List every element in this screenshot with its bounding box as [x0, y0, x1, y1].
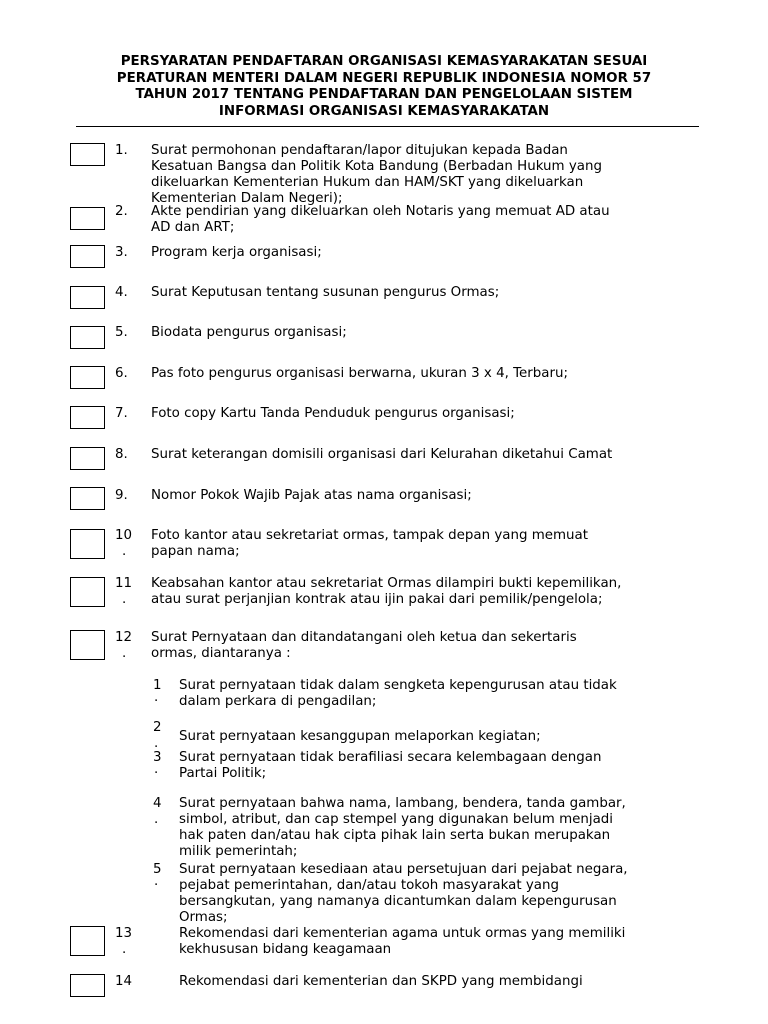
item-text-line: Pas foto pengurus organisasi berwarna, ukuran 3 x 4, Terbaru; — [151, 366, 568, 381]
subitem-text-line: pejabat pemerintahan, dan/atau tokoh masyarakat yang — [179, 878, 559, 893]
subitem-text-line: Ormas; — [179, 910, 228, 925]
subitem-number-dot: . — [154, 736, 159, 751]
item-text-line: Foto copy Kartu Tanda Penduduk pengurus organisasi; — [151, 406, 515, 421]
item-number — [115, 245, 141, 261]
subitem-text — [179, 678, 719, 710]
item-number — [115, 285, 141, 301]
subitem-text-line: simbol, atribut, dan cap stempel yang digunakan belum menjadi — [179, 812, 613, 827]
subitem-number-dot: · — [154, 766, 159, 781]
item-text — [151, 204, 711, 236]
item-text-line: AD dan ART; — [151, 220, 235, 235]
subitem-text — [179, 750, 719, 782]
item-number — [115, 325, 141, 341]
subitem-number — [153, 720, 169, 752]
item-text — [151, 406, 711, 422]
item-text — [151, 143, 711, 207]
checkbox[interactable] — [70, 447, 105, 470]
item-number — [115, 926, 141, 958]
item-number — [115, 630, 141, 662]
checkbox[interactable] — [70, 406, 105, 429]
item-number-value: 4. — [115, 285, 128, 300]
checkbox[interactable] — [70, 366, 105, 389]
item-number — [115, 143, 141, 159]
checkbox[interactable] — [70, 926, 105, 956]
item-number-value: 12 — [115, 630, 133, 645]
title-line: PERSYARATAN PENDAFTARAN ORGANISASI KEMASYARAKATAN SESUAI — [120, 54, 648, 69]
subitem-number — [153, 750, 169, 782]
item-number — [115, 974, 141, 990]
item-number-value: 9. — [115, 488, 128, 503]
item-text-line: kekhususan bidang keagamaan — [179, 942, 392, 957]
checkbox[interactable] — [70, 143, 105, 166]
item-text — [151, 488, 711, 504]
checkbox[interactable] — [70, 286, 105, 309]
item-text-line: Surat Keputusan tentang susunan pengurus Ormas; — [151, 285, 500, 300]
checkbox[interactable] — [70, 245, 105, 268]
subitem-text-line: Surat pernyataan bahwa nama, lambang, bendera, tanda gambar, — [179, 796, 626, 811]
item-text — [179, 974, 739, 990]
item-text — [151, 576, 711, 608]
item-number-dot: . — [122, 592, 127, 607]
item-number-value: 13 — [115, 926, 133, 941]
item-number-dot: . — [122, 646, 127, 661]
item-number — [115, 576, 141, 608]
title-line: INFORMASI ORGANISASI KEMASYARAKATAN — [218, 103, 550, 119]
item-text — [151, 447, 711, 463]
item-number-value: 8. — [115, 447, 128, 462]
item-number-value: 6. — [115, 366, 128, 381]
item-text — [151, 528, 711, 560]
item-number-value: 3. — [115, 245, 128, 260]
subitem-number-dot: . — [154, 812, 159, 827]
item-text-line: dikeluarkan Kementerian Hukum dan HAM/SKT yang dikeluarkan — [151, 175, 584, 190]
subitem-text-line: Surat pernyataan kesediaan atau persetujuan dari pejabat negara, — [179, 862, 628, 877]
title-line: TAHUN 2017 TENTANG PENDAFTARAN DAN PENGELOLAAN SISTEM — [135, 87, 633, 103]
subitem-number-value: 5 — [153, 862, 162, 877]
item-text — [151, 630, 711, 662]
item-text — [151, 285, 711, 301]
checkbox[interactable] — [70, 326, 105, 349]
subitem-text-line: Surat pernyataan kesanggupan melaporkan kegiatan; — [179, 729, 541, 744]
subitem-number — [153, 796, 169, 828]
item-number-value: 14 — [115, 974, 133, 989]
item-number-value: 11 — [115, 576, 133, 591]
title-line: PERATURAN MENTERI DALAM NEGERI REPUBLIK INDONESIA NOMOR 57 — [116, 70, 652, 86]
item-text-line: papan nama; — [151, 544, 240, 559]
item-number — [115, 406, 141, 422]
item-text-line: atau surat perjanjian kontrak atau ijin pakai dari pemilik/pengelola; — [151, 592, 603, 607]
subitem-number — [153, 678, 169, 710]
subitem-text-line: hak paten dan/atau hak cipta pihak lain serta bukan merupakan — [179, 828, 611, 843]
item-number — [115, 528, 141, 560]
item-number-value: 2. — [115, 204, 128, 219]
item-text-line: Keabsahan kantor atau sekretariat Ormas dilampiri bukti kepemilikan, — [151, 576, 622, 591]
item-text-line: Rekomendasi dari kementerian dan SKPD yang membidangi — [179, 974, 583, 989]
checkbox[interactable] — [70, 630, 105, 660]
subitem-text-line: bersangkutan, yang namanya dicantumkan dalam kepengurusan — [179, 894, 617, 909]
item-text — [151, 245, 711, 261]
item-number-value: 7. — [115, 406, 128, 421]
item-number-value: 5. — [115, 325, 128, 340]
item-number-dot: . — [122, 544, 127, 559]
checkbox[interactable] — [70, 207, 105, 230]
document-title — [60, 54, 708, 120]
subitem-text-line: Surat pernyataan tidak berafiliasi secara kelembagaan dengan — [179, 750, 602, 765]
title-divider — [76, 126, 699, 127]
item-text-line: Akte pendirian yang dikeluarkan oleh Notaris yang memuat AD atau — [151, 204, 610, 219]
subitem-text-line: dalam perkara di pengadilan; — [179, 694, 377, 709]
subitem-number-dot: · — [154, 694, 159, 709]
item-number — [115, 366, 141, 382]
item-number-dot: . — [122, 942, 127, 957]
item-number — [115, 204, 141, 220]
subitem-number-value: 1 — [153, 678, 162, 693]
item-text-line: Program kerja organisasi; — [151, 245, 322, 260]
item-text-line: Rekomendasi dari kementerian agama untuk ormas yang memiliki — [179, 926, 626, 941]
item-text — [179, 926, 739, 958]
item-text-line: Surat permohonan pendaftaran/lapor ditujukan kepada Badan — [151, 143, 568, 158]
checkbox[interactable] — [70, 487, 105, 510]
item-text-line: Nomor Pokok Wajib Pajak atas nama organisasi; — [151, 488, 472, 503]
checkbox[interactable] — [70, 529, 105, 559]
subitem-number-dot: · — [154, 878, 159, 893]
item-text-line: Surat keterangan domisili organisasi dari Kelurahan diketahui Camat — [151, 447, 613, 462]
subitem-text-line: Surat pernyataan tidak dalam sengketa kepengurusan atau tidak — [179, 678, 617, 693]
checkbox[interactable] — [70, 577, 105, 607]
item-text-line: ormas, diantaranya : — [151, 646, 291, 661]
item-number — [115, 447, 141, 463]
subitem-number-value: 3 — [153, 750, 162, 765]
item-text-line: Kementerian Dalam Negeri); — [151, 191, 343, 206]
item-text-line: Biodata pengurus organisasi; — [151, 325, 347, 340]
checkbox[interactable] — [70, 974, 105, 997]
item-text-line: Foto kantor atau sekretariat ormas, tampak depan yang memuat — [151, 528, 588, 543]
item-text-line: Surat Pernyataan dan ditandatangani oleh ketua dan sekertaris — [151, 630, 577, 645]
item-text — [151, 325, 711, 341]
subitem-number-value: 4 — [153, 796, 162, 811]
subitem-text-line: Partai Politik; — [179, 766, 267, 781]
subitem-text — [179, 862, 719, 926]
item-number — [115, 488, 141, 504]
subitem-number — [153, 862, 169, 894]
item-number-value: 1. — [115, 143, 128, 158]
item-number-value: 10 — [115, 528, 133, 543]
subitem-text-line: milik pemerintah; — [179, 844, 298, 859]
item-text — [151, 366, 711, 382]
item-text-line: Kesatuan Bangsa dan Politik Kota Bandung (Berbadan Hukum yang — [151, 159, 602, 174]
subitem-number-value: 2 — [153, 720, 162, 735]
subitem-text — [179, 729, 719, 745]
subitem-text — [179, 796, 719, 860]
